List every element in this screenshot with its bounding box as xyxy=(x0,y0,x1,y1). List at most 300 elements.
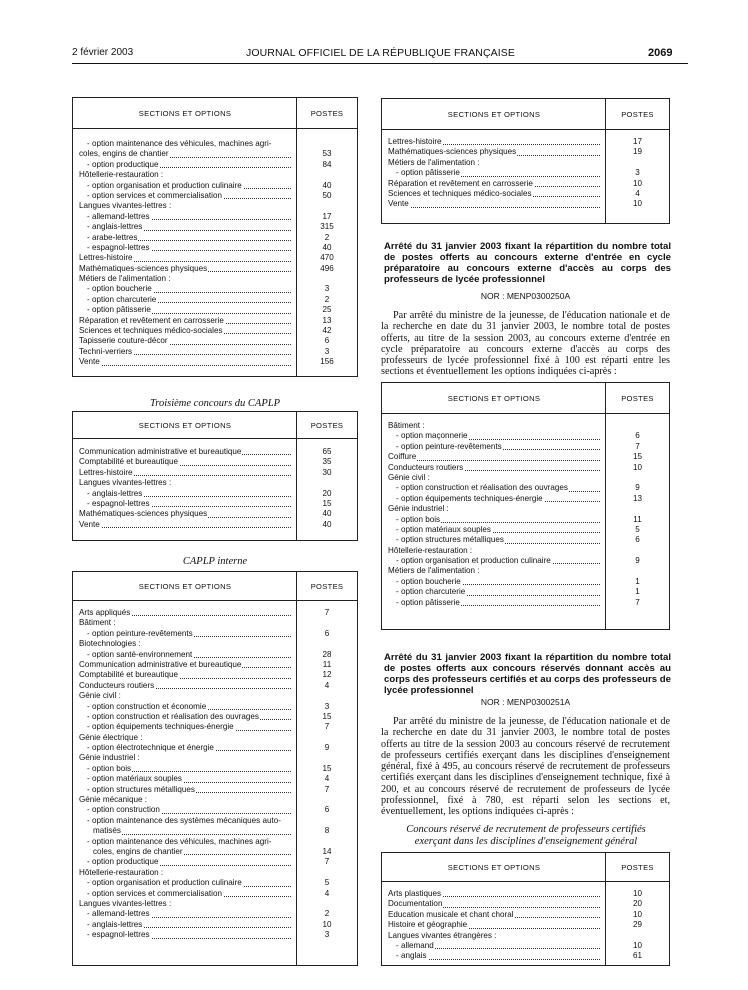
row-label: coles, engins de chantier xyxy=(79,149,169,159)
row-postes-value: 13 xyxy=(322,315,332,325)
row-label: Langues vivantes-lettres : xyxy=(79,898,172,908)
table-row xyxy=(382,951,669,961)
row-label: Mathématiques-sciences physiques xyxy=(79,509,208,519)
row-postes-value: 7 xyxy=(324,857,330,867)
table-row xyxy=(382,941,669,951)
row-label: - option équipements techniques-énergie xyxy=(396,493,543,503)
row-postes-value: 10 xyxy=(632,909,642,919)
row-label: Comptabilité et bureautique xyxy=(79,457,178,467)
table-row xyxy=(382,463,669,473)
row-postes-value: 6 xyxy=(324,628,330,638)
caption-troisieme-concours: Troisième concours du CAPLP xyxy=(150,398,280,409)
row-label: - option santé-environnement xyxy=(87,649,193,659)
row-label: - option services et commercialisation xyxy=(87,888,222,898)
table-row xyxy=(382,889,669,899)
row-label: Sciences et techniques médico-sociales xyxy=(388,188,532,198)
row-label: Coiffure xyxy=(388,452,417,462)
row-postes-value: 11 xyxy=(633,514,642,524)
table-row xyxy=(382,199,669,209)
row-label: Hôtellerie-restauration : xyxy=(388,545,473,555)
row-postes-value: 40 xyxy=(322,509,332,519)
row-label: - allemand-lettres xyxy=(87,909,150,919)
row-postes-value: 10 xyxy=(632,178,642,188)
row-postes-value: 6 xyxy=(324,805,330,815)
table-row xyxy=(73,233,357,243)
table-row xyxy=(73,878,357,888)
row-postes-value: 19 xyxy=(632,147,642,157)
table-row xyxy=(73,899,357,909)
row-label: Langues vivantes étrangères : xyxy=(388,930,497,940)
row-label: Hôtellerie-restauration : xyxy=(79,867,164,877)
table-row xyxy=(73,468,357,478)
table-cycle-preparatoire xyxy=(381,382,670,630)
table-row xyxy=(382,483,669,493)
row-postes-value: 3 xyxy=(324,346,330,356)
table-row xyxy=(73,702,357,712)
row-postes-value: 40 xyxy=(322,180,332,190)
table-row xyxy=(73,816,357,826)
table-row xyxy=(73,920,357,930)
row-label: - option construction et réalisation des ouvrages xyxy=(87,711,259,721)
row-postes-value: 1 xyxy=(635,576,640,586)
table-row xyxy=(73,316,357,326)
table-row xyxy=(382,920,669,930)
row-label: Communication administrative et bureautique xyxy=(79,447,242,456)
row-label: Génie civil : xyxy=(79,691,121,701)
table-row xyxy=(73,795,357,805)
row-label: Bâtiment : xyxy=(79,618,116,628)
table-row xyxy=(382,598,669,608)
row-label: Réparation et revêtement en carrosserie xyxy=(79,315,224,325)
header-sections-options: SECTIONS ET OPTIONS xyxy=(447,393,541,403)
row-postes-value: 10 xyxy=(322,919,332,929)
caption-concours-reserve: Concours réservé de recrutement de professeurs certifiés exerçant dans les disciplines d'enseignement général xyxy=(406,824,646,847)
row-label: Biotechnologies : xyxy=(79,639,141,649)
row-label: Génie industriel : xyxy=(79,753,140,763)
row-label: Lettres-histoire xyxy=(388,137,442,146)
caption-caplp-interne: CAPLP interne xyxy=(182,556,248,567)
row-postes-value: 6 xyxy=(324,336,330,346)
row-postes-value: 7 xyxy=(635,597,640,607)
table-row xyxy=(73,274,357,284)
row-postes-value: 30 xyxy=(322,467,332,477)
table-row xyxy=(382,452,669,462)
row-postes-value: 3 xyxy=(324,701,330,711)
row-label: Lettres-histoire xyxy=(79,253,133,263)
row-postes-value: 6 xyxy=(635,535,640,545)
row-postes-value: 20 xyxy=(322,488,332,498)
row-postes-value: 10 xyxy=(632,940,642,950)
row-label: - option maintenance des systèmes mécaniques auto- xyxy=(87,815,281,825)
row-label: Lettres-histoire xyxy=(79,467,133,477)
row-label: Mathématiques-sciences physiques xyxy=(388,147,517,157)
row-label: - option maintenance des véhicules, machines agri- xyxy=(87,139,272,148)
row-label: Génie électrique : xyxy=(79,732,143,742)
table-row xyxy=(73,774,357,784)
table-row xyxy=(73,264,357,274)
row-postes-value: 5 xyxy=(635,524,640,534)
row-label: - option électrotechnique et énergie xyxy=(87,743,214,753)
row-postes-value: 9 xyxy=(324,743,330,753)
table-row xyxy=(382,515,669,525)
table-row xyxy=(382,556,669,566)
table-row xyxy=(73,618,357,628)
row-label: - option pâtisserie xyxy=(396,168,460,178)
table-row xyxy=(73,457,357,467)
table-body xyxy=(73,608,357,941)
table-row xyxy=(73,336,357,346)
row-label: - option productique xyxy=(87,857,159,867)
table-body xyxy=(73,447,357,530)
row-postes-value: 15 xyxy=(322,763,332,773)
table-header xyxy=(73,572,357,601)
row-postes-value: 53 xyxy=(322,149,332,159)
row-postes-value: 315 xyxy=(320,222,334,232)
row-label: - option productique xyxy=(87,159,159,169)
table-header xyxy=(73,412,357,439)
table-row xyxy=(73,753,357,763)
table-row xyxy=(382,179,669,189)
row-label: Arts appliqués xyxy=(79,608,131,617)
table-row xyxy=(73,857,357,867)
row-label: - option matériaux souples xyxy=(396,524,491,534)
row-postes-value: 40 xyxy=(322,519,332,529)
row-postes-value: 20 xyxy=(632,899,642,909)
row-postes-value: 7 xyxy=(635,441,640,451)
table-row xyxy=(73,305,357,315)
table-row xyxy=(382,137,669,147)
row-label: - espagnol-lettres xyxy=(87,498,150,508)
table-body xyxy=(382,889,669,962)
header-postes: POSTES xyxy=(605,853,669,881)
row-label: Sciences et techniques médico-sociales xyxy=(79,326,223,336)
table-row xyxy=(73,712,357,722)
row-label: - option pâtisserie xyxy=(87,305,151,315)
row-label: - espagnol-lettres xyxy=(87,242,150,252)
row-postes-value: 4 xyxy=(324,774,330,784)
arrete-2-nor: NOR : MENP0300251A xyxy=(480,697,571,707)
row-label: Conducteurs routiers xyxy=(79,680,155,690)
header-postes: POSTES xyxy=(605,383,669,413)
row-label: coles, engins de chantier xyxy=(93,846,183,856)
table-row xyxy=(73,743,357,753)
row-label: - option maintenance des véhicules, machines agri- xyxy=(87,836,272,846)
table-body xyxy=(382,421,669,608)
table-row xyxy=(73,243,357,253)
table-row xyxy=(382,546,669,556)
table-row xyxy=(73,326,357,336)
header-postes: POSTES xyxy=(296,572,357,600)
table-externe-end xyxy=(381,98,670,224)
table-row xyxy=(73,509,357,519)
row-label: - option boucherie xyxy=(396,576,461,586)
row-label: Vente xyxy=(388,199,409,209)
row-label: - option bois xyxy=(396,514,441,524)
row-postes-value: 17 xyxy=(322,211,332,221)
table-row xyxy=(382,473,669,483)
row-label: Bâtiment : xyxy=(388,421,425,430)
row-label: - option charcuterie xyxy=(396,587,466,597)
table-row xyxy=(73,660,357,670)
row-postes-value: 2 xyxy=(324,232,330,242)
table-row xyxy=(73,357,357,367)
table-row xyxy=(73,478,357,488)
row-label: - anglais-lettres xyxy=(87,919,143,929)
header-sections-options: SECTIONS ET OPTIONS xyxy=(447,862,541,872)
table-row xyxy=(73,847,357,857)
row-label: - anglais xyxy=(396,951,427,961)
row-label: Métiers de l'alimentation : xyxy=(388,157,480,167)
row-label: Génie mécanique : xyxy=(79,795,147,805)
table-row xyxy=(73,170,357,180)
row-postes-value: 3 xyxy=(324,284,330,294)
table-row xyxy=(382,504,669,514)
row-label: - option construction et réalisation des ouvrages xyxy=(396,483,568,493)
row-label: Education musicale et chant choral xyxy=(388,909,514,919)
table-row xyxy=(382,577,669,587)
row-label: - option charcuterie xyxy=(87,294,157,304)
row-label: Vente xyxy=(79,519,100,529)
row-label: Techni-verriers xyxy=(79,346,133,356)
row-postes-value: 8 xyxy=(324,826,330,836)
row-postes-value: 15 xyxy=(632,452,642,462)
table-row xyxy=(73,868,357,878)
row-label: - option matériaux souples xyxy=(87,774,182,784)
row-label: matisés xyxy=(93,826,121,836)
table-row xyxy=(73,681,357,691)
row-label: Métiers de l'alimentation : xyxy=(79,274,171,284)
table-row xyxy=(382,158,669,168)
table-troisieme-concours xyxy=(72,411,358,541)
row-label: - anglais-lettres xyxy=(87,222,143,232)
row-postes-value: 17 xyxy=(632,137,642,146)
row-label: Histoire et géographie xyxy=(388,920,468,930)
table-row xyxy=(382,431,669,441)
table-row xyxy=(73,805,357,815)
row-label: - option services et commercialisation xyxy=(87,190,222,200)
table-row xyxy=(73,930,357,940)
row-postes-value: 1 xyxy=(635,587,640,597)
table-row xyxy=(73,284,357,294)
table-row xyxy=(382,421,669,431)
arrete-1-title: Arrêté du 31 janvier 2003 fixant la répartition du nombre total de postes offerts au concours externe d'entrée en cycle préparatoire au concours externe d'accès au corps des professeurs de lycée professionnel xyxy=(384,241,671,285)
row-label: - option construction xyxy=(87,805,160,815)
row-postes-value: 156 xyxy=(320,357,334,367)
row-label: - anglais-lettres xyxy=(87,488,143,498)
row-postes-value: 25 xyxy=(322,305,332,315)
row-postes-value: 7 xyxy=(324,722,330,732)
row-label: - option structures métalliques xyxy=(396,535,504,545)
table-row xyxy=(382,899,669,909)
table-body xyxy=(73,139,357,368)
row-postes-value: 61 xyxy=(632,951,642,961)
row-postes-value: 9 xyxy=(635,483,640,493)
table-row xyxy=(73,160,357,170)
row-postes-value: 35 xyxy=(322,457,332,467)
table-row xyxy=(73,489,357,499)
row-label: Mathématiques-sciences physiques xyxy=(79,263,208,273)
row-label: - option organisation et production culinaire xyxy=(87,878,242,888)
header-date: 2 février 2003 xyxy=(72,47,134,58)
table-row xyxy=(382,189,669,199)
header-postes: POSTES xyxy=(296,98,357,128)
table-row xyxy=(73,733,357,743)
table-row xyxy=(73,785,357,795)
table-row xyxy=(73,181,357,191)
table-externe-continued xyxy=(72,97,358,377)
table-header xyxy=(382,383,669,414)
row-postes-value: 10 xyxy=(632,889,642,898)
row-postes-value: 9 xyxy=(635,556,640,566)
table-row xyxy=(382,168,669,178)
header-page-number: 2069 xyxy=(648,47,673,59)
table-body xyxy=(382,137,669,210)
header-postes: POSTES xyxy=(296,412,357,438)
row-label: - option bois xyxy=(87,763,132,773)
row-postes-value: 2 xyxy=(324,294,330,304)
table-row xyxy=(382,587,669,597)
row-postes-value: 2 xyxy=(324,909,330,919)
row-label: Génie civil : xyxy=(388,472,430,482)
header-journal-title: JOURNAL OFFICIEL DE LA RÉPUBLIQUE FRANÇAISE xyxy=(246,47,515,59)
row-label: - espagnol-lettres xyxy=(87,930,150,940)
row-label: Langues vivantes-lettres : xyxy=(79,478,172,488)
row-postes-value: 13 xyxy=(632,493,642,503)
row-label: Conducteurs routiers xyxy=(388,462,464,472)
table-row xyxy=(73,691,357,701)
row-postes-value: 15 xyxy=(322,711,332,721)
table-row xyxy=(73,212,357,222)
row-label: - option peinture-revêtements xyxy=(396,441,502,451)
row-label: - allemand-lettres xyxy=(87,211,150,221)
header-sections-options: SECTIONS ET OPTIONS xyxy=(138,108,232,118)
row-postes-value: 28 xyxy=(322,649,332,659)
row-label: - allemand xyxy=(396,940,434,950)
row-label: - option pâtisserie xyxy=(396,597,460,607)
row-label: Arts plastiques xyxy=(388,889,442,898)
table-row xyxy=(73,149,357,159)
row-label: Langues vivantes-lettres : xyxy=(79,201,172,211)
row-postes-value: 12 xyxy=(322,670,332,680)
row-label: - option organisation et production culinaire xyxy=(396,556,551,566)
row-postes-value: 470 xyxy=(320,253,334,263)
row-label: Tapisserie couture-décor xyxy=(79,336,168,346)
table-row xyxy=(382,494,669,504)
table-header xyxy=(382,99,669,130)
row-label: Métiers de l'alimentation : xyxy=(388,566,480,576)
table-concours-reserve-general xyxy=(381,852,670,966)
table-row xyxy=(73,201,357,211)
row-postes-value: 3 xyxy=(635,168,640,178)
table-row xyxy=(73,764,357,774)
table-row xyxy=(73,499,357,509)
row-postes-value: 29 xyxy=(632,920,642,930)
arrete-1-text: Par arrêté du ministre de la jeunesse, de l'éducation nationale et de la recherche en date du 31 janvier 2003, le nombre total de postes offerts, au titre de la session 2003, au concours externe d'entrée en cycle préparatoire au concours externe d'accès au corps des professeurs de lycée professionnel fixé à 100 est réparti entre les sections et éventuellement les options indiquées ci-après : xyxy=(381,310,670,378)
row-label: - option maçonnerie xyxy=(396,431,468,441)
header-sections-options: SECTIONS ET OPTIONS xyxy=(447,109,541,119)
arrete-2-text: Par arrêté du ministre de la jeunesse, de l'éducation nationale et de la recherche en date du 31 janvier 2003, le nombre total de postes offerts au titre de la session 2003 au concours réservé de recrutement de professeurs certifiés exerçant dans les disciplines d'enseignement général, fixé à 495, au concours réservé de recrutement de professeurs certifiés exerçant dans les disciplines d'enseignement technique, fixé à 200, et au concours réservé de recrutement de professeurs de lycée professionnel, fixé à 780, est réparti selon les sections et, éventuellement, les options indiquées ci-après : xyxy=(381,716,670,818)
row-label: Communication administrative et bureautique xyxy=(79,659,242,669)
row-label: Hôtellerie-restauration : xyxy=(79,170,164,180)
table-row xyxy=(73,629,357,639)
table-row xyxy=(382,442,669,452)
row-postes-value: 7 xyxy=(324,608,330,617)
header-sections-options: SECTIONS ET OPTIONS xyxy=(138,420,232,430)
table-row xyxy=(73,139,357,149)
arrete-1-nor: NOR : MENP0300250A xyxy=(480,291,571,301)
table-row xyxy=(382,910,669,920)
row-label: - option équipements techniques-énergie xyxy=(87,722,234,732)
table-caplp-interne xyxy=(72,571,358,966)
table-row xyxy=(73,447,357,457)
table-row xyxy=(382,931,669,941)
row-label: Réparation et revêtement en carrosserie xyxy=(388,178,533,188)
row-postes-value: 5 xyxy=(324,878,330,888)
table-row xyxy=(73,650,357,660)
row-postes-value: 65 xyxy=(322,447,332,456)
row-postes-value: 3 xyxy=(324,930,330,940)
row-postes-value: 6 xyxy=(635,431,640,441)
row-postes-value: 496 xyxy=(320,263,334,273)
row-label: Comptabilité et bureautique xyxy=(79,670,178,680)
row-label: Génie industriel : xyxy=(388,504,449,514)
table-row xyxy=(382,525,669,535)
header-postes: POSTES xyxy=(605,99,669,129)
table-row xyxy=(382,147,669,157)
row-label: - option construction et économie xyxy=(87,701,207,711)
table-row xyxy=(73,837,357,847)
row-postes-value: 4 xyxy=(324,888,330,898)
row-postes-value: 14 xyxy=(322,846,332,856)
table-row xyxy=(73,520,357,530)
header-rule xyxy=(72,63,688,64)
row-postes-value: 15 xyxy=(322,498,332,508)
table-row xyxy=(73,608,357,618)
row-label: Documentation xyxy=(388,899,443,909)
header-sections-options: SECTIONS ET OPTIONS xyxy=(138,581,232,591)
table-row xyxy=(73,722,357,732)
table-row xyxy=(73,670,357,680)
table-row xyxy=(73,222,357,232)
table-header xyxy=(382,853,669,882)
table-row xyxy=(73,909,357,919)
row-label: - option organisation et production culinaire xyxy=(87,180,242,190)
row-postes-value: 10 xyxy=(632,462,642,472)
row-label: - arabe-lettres xyxy=(87,232,138,242)
table-row xyxy=(382,566,669,576)
row-postes-value: 4 xyxy=(635,188,640,198)
table-row xyxy=(73,347,357,357)
table-row xyxy=(73,889,357,899)
table-row xyxy=(73,191,357,201)
table-header xyxy=(73,98,357,129)
table-row xyxy=(382,535,669,545)
row-label: - option structures métalliques xyxy=(87,784,195,794)
table-row xyxy=(73,826,357,836)
row-label: - option boucherie xyxy=(87,284,152,294)
row-label: - option peinture-revêtements xyxy=(87,628,193,638)
row-postes-value: 10 xyxy=(632,199,642,209)
row-postes-value: 4 xyxy=(324,680,330,690)
arrete-2-title: Arrêté du 31 janvier 2003 fixant la répartition du nombre total de postes offerts aux concours réservés donnant accès au corps des professeurs certifiés et au corps des professeurs de lycée professionnel xyxy=(384,652,671,696)
row-label: Vente xyxy=(79,357,100,367)
table-row xyxy=(73,639,357,649)
table-row xyxy=(73,295,357,305)
table-row xyxy=(73,253,357,263)
row-postes-value: 40 xyxy=(322,242,332,252)
row-postes-value: 7 xyxy=(324,784,330,794)
row-postes-value: 42 xyxy=(322,326,332,336)
